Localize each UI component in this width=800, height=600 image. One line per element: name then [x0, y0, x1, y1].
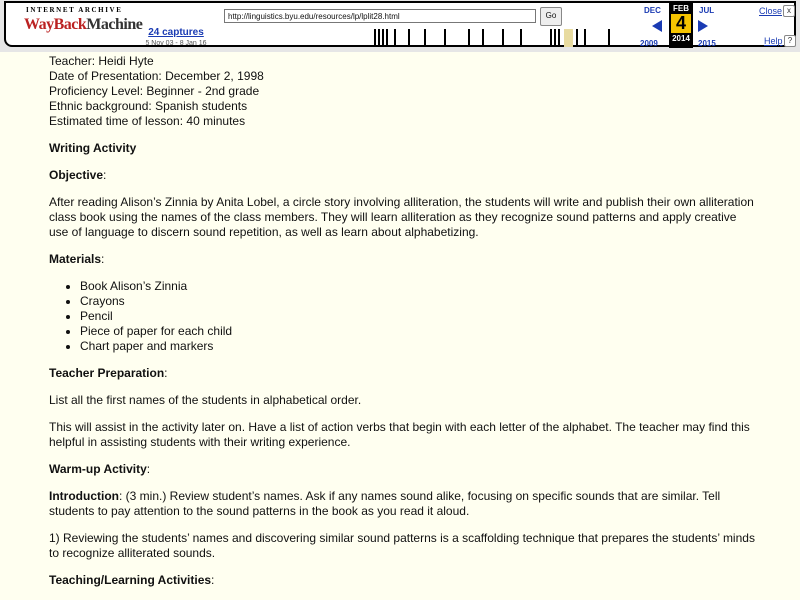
wayback-toolbar-panel [4, 1, 796, 47]
captures-range: 5 Nov 03 - 8 Jan 16 [145, 40, 207, 47]
list-item: • Crayons [80, 294, 759, 309]
prep-colon: : [164, 366, 168, 380]
help-icon[interactable]: ? [784, 35, 796, 47]
spark-bar [554, 29, 556, 47]
captures-link[interactable]: 24 captures [148, 27, 204, 38]
current-capture [669, 3, 693, 48]
warmup-colon: : [146, 462, 151, 476]
lesson-meta [49, 54, 759, 129]
captures-info [141, 27, 211, 47]
prep-text-1: List all the first names of the students in alphabetical order. [49, 393, 362, 407]
next-arrow-icon[interactable] [698, 20, 708, 32]
spark-bar [608, 29, 610, 47]
spark-bar [584, 29, 586, 47]
current-month: FEB [673, 4, 689, 13]
meta-ethnic: Ethnic background: Spanish students [49, 99, 248, 113]
spark-bar [502, 29, 504, 47]
close-link[interactable]: Close [759, 6, 783, 16]
warmup-section [49, 462, 759, 477]
materials-section [49, 252, 759, 267]
meta-time: Estimated time of lesson: 40 minutes [49, 114, 246, 128]
objective-colon: : [103, 168, 107, 182]
warmup-heading: Warm-up Activity [49, 462, 147, 476]
logo-wayback-text [24, 16, 142, 34]
spark-bar [386, 29, 388, 47]
close-icon[interactable]: x [783, 5, 795, 17]
list-item: • Piece of paper for each child [80, 324, 759, 339]
captures-sparkline[interactable] [224, 29, 634, 47]
list-item: • Pencil [80, 309, 759, 324]
wayback-toolbar [0, 0, 800, 52]
writing-activity-heading: Writing Activity [49, 141, 137, 155]
spark-bar [550, 29, 552, 47]
prep-section [49, 366, 759, 381]
wayback-logo[interactable] [24, 6, 143, 46]
next-year[interactable]: 2015 [698, 39, 716, 48]
objective-heading: Objective [49, 168, 104, 182]
help-link[interactable]: Help [764, 36, 783, 46]
spark-bar [482, 29, 484, 47]
teaching-colon: : [211, 573, 215, 587]
introduction-text: : (3 min.) Review student’s names. Ask if any names sound alike, focusing on specific sounds that are similar. Tell students to pay attention to the sound patterns in the book as you read it aloud. [49, 489, 721, 518]
spark-bar [520, 29, 522, 47]
spark-bar [394, 29, 396, 47]
meta-proficiency: Proficiency Level: Beginner - 2nd grade [49, 84, 260, 98]
meta-date: Date of Presentation: December 2, 1998 [49, 69, 264, 83]
prev-month[interactable]: DEC [644, 6, 661, 15]
prep-heading: Teacher Preparation [49, 366, 165, 380]
step-1-text: 1) Reviewing the students’ names and discovering similar sound patterns is a scaffolding technique that prepares the students’ minds to recognize alliterated sounds. [49, 531, 755, 560]
objective-section [49, 168, 759, 183]
materials-heading: Materials [49, 252, 102, 266]
teaching-heading: Teaching/Learning Activities [49, 573, 212, 587]
spark-bar [468, 29, 470, 47]
list-item: • Book Alison’s Zinnia [80, 279, 759, 294]
spark-bar [382, 29, 384, 47]
spark-bar [576, 29, 578, 47]
materials-colon: : [101, 252, 105, 266]
go-button[interactable]: Go [540, 7, 562, 26]
meta-teacher: Teacher: Heidi Hyte [49, 54, 154, 68]
current-day: 4 [671, 14, 691, 33]
logo-internet-archive-text: INTERNET ARCHIVE [26, 6, 123, 14]
next-month[interactable]: JUL [699, 6, 715, 15]
prev-year[interactable]: 2009 [640, 39, 658, 48]
prep-text-2: This will assist in the activity later on. Have a list of action verbs that begin with each letter of the alphabet. The teacher may find this helpful in assisting students with their writing experience. [49, 420, 750, 449]
spark-bar [408, 29, 410, 47]
list-item: • Chart paper and markers [80, 339, 759, 354]
prev-arrow-icon[interactable] [652, 20, 662, 32]
introduction-label: Introduction [49, 489, 119, 503]
logo-machine-word: Machine [86, 16, 143, 33]
introduction-paragraph [49, 489, 759, 519]
objective-text: After reading Alison’s Zinnia by Anita Lobel, a circle story involving alliteration, the students will write and publish their own alliteration class book using the names of the class members. They will learn alliteration as they recognize sound patterns and apply creative use of language to discern sound repetition, as well as learn about alphabetizing. [49, 195, 754, 239]
logo-wayback-word: WayBack [24, 16, 87, 33]
spark-bar [444, 29, 446, 47]
spark-highlight-year [564, 29, 573, 47]
lesson-document [49, 54, 759, 588]
url-input[interactable]: http://linguistics.byu.edu/resources/lp/lplit28.html [224, 9, 536, 23]
spark-bar [374, 29, 376, 47]
spark-bar [378, 29, 380, 47]
current-year: 2014 [672, 34, 690, 43]
teaching-section [49, 573, 759, 588]
spark-bar [424, 29, 426, 47]
spark-bar [558, 29, 560, 47]
materials-list [49, 279, 759, 354]
